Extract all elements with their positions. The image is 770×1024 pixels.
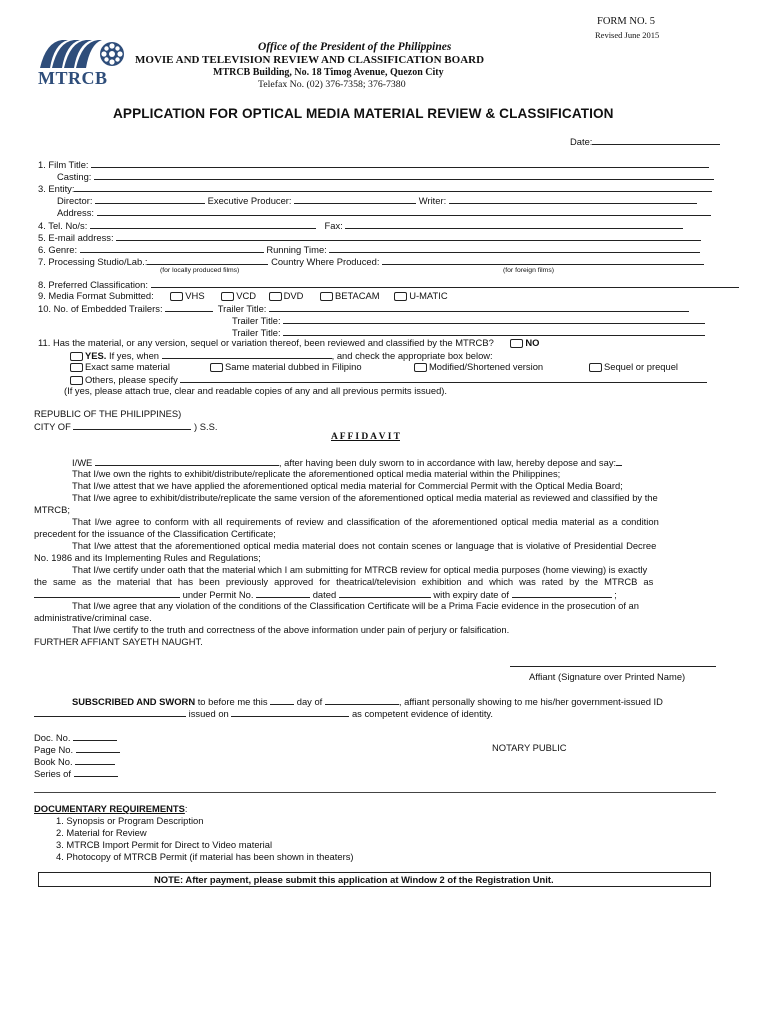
yes-label: YES. bbox=[85, 350, 107, 361]
date-label: Date: bbox=[570, 136, 593, 147]
fax-input[interactable] bbox=[345, 219, 683, 229]
media-format-row bbox=[38, 290, 448, 301]
revised-date: Revised June 2015 bbox=[595, 30, 660, 40]
affidavit-p6b: the same as the material that has been previously approved for theatrical/television exhibition and which was rated by the MTRCB as bbox=[34, 576, 654, 587]
gov-id-input[interactable] bbox=[34, 707, 186, 717]
issued-on-input[interactable] bbox=[231, 707, 349, 717]
attach-note: (If yes, please attach true, clear and readable copies of any and all previous permits issued). bbox=[64, 385, 448, 396]
exact-checkbox[interactable] bbox=[70, 361, 170, 372]
affidavit-p8: That I/we certify to the truth and correctness of the above information under pain of perjury or falsification. bbox=[72, 624, 510, 635]
writer-input[interactable] bbox=[449, 194, 697, 204]
yes-when-input[interactable] bbox=[162, 349, 332, 359]
page-no-label: Page No. bbox=[34, 744, 74, 755]
exec-producer-label: Executive Producer: bbox=[207, 195, 292, 206]
media-format-label: 9. Media Format Submitted: bbox=[38, 290, 154, 301]
studio-label: 7. Processing Studio/Lab.: bbox=[38, 256, 148, 267]
affidavit-p5a: That I/we attest that the aforementioned optical media material does not contain scenes or language that is violative of Presidential Decree bbox=[72, 540, 657, 551]
requirements-heading: DOCUMENTARY REQUIREMENTS bbox=[34, 803, 185, 814]
requirements-heading-row: DOCUMENTARY REQUIREMENTS: bbox=[34, 803, 188, 814]
yes-checkbox[interactable] bbox=[70, 350, 106, 361]
q11-row bbox=[38, 337, 539, 348]
affidavit-p6a: That I/we certify under oath that the material which I am submitting for MTRCB review for optical media purposes (home viewing) is exactly bbox=[72, 564, 648, 575]
entity-label: 3. Entity: bbox=[38, 183, 75, 194]
ss-label: ) S.S. bbox=[194, 421, 218, 432]
subscribed-row bbox=[72, 695, 663, 707]
subscribed-c: , affiant personally showing to me his/her government-issued ID bbox=[398, 696, 663, 707]
requirement-2: 2. Material for Review bbox=[56, 827, 147, 838]
writer-label: Writer: bbox=[418, 195, 447, 206]
trailer-title-input-1[interactable] bbox=[269, 302, 689, 312]
fax-label: Fax: bbox=[324, 220, 343, 231]
running-time-label: Running Time: bbox=[266, 244, 327, 255]
subscribed-b: day of bbox=[296, 696, 323, 707]
under-permit-label: under Permit No. bbox=[182, 589, 254, 600]
others-checkbox[interactable] bbox=[70, 374, 178, 385]
tel-input[interactable] bbox=[90, 219, 316, 229]
email-label: 5. E-mail address: bbox=[38, 232, 114, 243]
sequel-checkbox[interactable] bbox=[589, 361, 678, 372]
trailer-title-label: Trailer Title: bbox=[232, 327, 281, 338]
genre-input[interactable] bbox=[80, 243, 264, 253]
affidavit-p5b: No. 1986 and its Implementing Rules and Regulations; bbox=[34, 552, 261, 563]
issued-on-label: issued on bbox=[188, 708, 229, 719]
affidavit-p7a: That I/we agree that any violation of the conditions of the Classification Certificate will be a Prima Facie evidence in the prosecution of an bbox=[72, 600, 639, 611]
logo-stripes-icon bbox=[36, 38, 126, 70]
country-input[interactable] bbox=[382, 255, 704, 265]
sequel-label: Sequel or prequel bbox=[604, 361, 679, 372]
q11-label: 11. Has the material, or any version, sequel or variation thereof, been reviewed and classified by the MTRCB? bbox=[38, 337, 494, 348]
trailers-row bbox=[38, 302, 689, 314]
affidavit-p2: That I/we attest that we have applied the aforementioned optical media material for Commercial Permit with the Optical Media Board; bbox=[72, 480, 623, 491]
trailers-label: 10. No. of Embedded Trailers: bbox=[38, 303, 163, 314]
umatic-label: U-MATIC bbox=[409, 290, 448, 301]
city-row bbox=[34, 420, 217, 432]
trailer-title-label: Trailer Title: bbox=[217, 303, 267, 314]
yes-rest-label: , and check the appropriate box below: bbox=[331, 350, 493, 361]
trailers-input[interactable] bbox=[165, 302, 213, 312]
genre-row bbox=[38, 243, 700, 255]
casting-label: Casting: bbox=[57, 171, 92, 182]
note-text: NOTE: After payment, please submit this application at Window 2 of the Registration Unit. bbox=[154, 874, 554, 885]
yes-row bbox=[70, 349, 493, 361]
yes-when-label: If yes, when bbox=[108, 350, 160, 361]
board-address: MTRCB Building, No. 18 Timog Avenue, Quezon City bbox=[213, 67, 444, 78]
others-row bbox=[70, 373, 707, 385]
page-title: APPLICATION FOR OPTICAL MEDIA MATERIAL REVIEW & CLASSIFICATION bbox=[113, 106, 614, 121]
casting-field[interactable] bbox=[57, 170, 714, 182]
dubbed-checkbox[interactable] bbox=[210, 361, 362, 372]
running-time-input[interactable] bbox=[329, 243, 700, 253]
requirement-1: 1. Synopsis or Program Description bbox=[56, 815, 204, 826]
subscribed-a: to before me this bbox=[197, 696, 268, 707]
affidavit-p7b: administrative/criminal case. bbox=[34, 612, 152, 623]
dated-input[interactable] bbox=[339, 588, 431, 598]
director-row bbox=[57, 194, 697, 206]
telefax: Telefax No. (02) 376-7358; 376-7380 bbox=[258, 79, 406, 90]
book-no-label: Book No. bbox=[34, 756, 73, 767]
expiry-input[interactable] bbox=[512, 588, 612, 598]
pref-class-label: 8. Preferred Classification: bbox=[38, 279, 148, 290]
address-label: Address: bbox=[57, 207, 94, 218]
subscribed-bold: SUBSCRIBED AND SWORN bbox=[72, 696, 196, 707]
umatic-checkbox[interactable] bbox=[394, 290, 447, 301]
others-label: Others, please specify bbox=[85, 374, 178, 385]
affidavit-p3a: That I/we agree to exhibit/distribute/replicate the same version of the aforementioned optical media material as reviewed and classified by the bbox=[72, 492, 658, 503]
vcd-label: VCD bbox=[236, 290, 256, 301]
date-field[interactable] bbox=[570, 135, 720, 147]
affidavit-p3b: MTRCB; bbox=[34, 504, 70, 515]
genre-label: 6. Genre: bbox=[38, 244, 78, 255]
expiry-label: with expiry date of bbox=[433, 589, 509, 600]
competent-label: as competent evidence of identity. bbox=[351, 708, 494, 719]
affidavit-heading: A F F I D A V I T bbox=[331, 432, 400, 442]
exact-label: Exact same material bbox=[85, 361, 170, 372]
pref-class-field[interactable] bbox=[38, 278, 739, 290]
no-checkbox[interactable] bbox=[510, 337, 539, 348]
iwe-label: I/WE bbox=[72, 457, 93, 468]
section-divider bbox=[34, 792, 716, 793]
address-field[interactable] bbox=[57, 206, 711, 218]
form-number: FORM NO. 5 bbox=[597, 16, 656, 27]
doc-no-label: Doc. No. bbox=[34, 732, 71, 743]
betacam-checkbox[interactable] bbox=[320, 290, 380, 301]
studio-note: (for locally produced films) bbox=[160, 267, 240, 274]
office-line: Office of the President of the Philippines bbox=[258, 41, 452, 53]
modified-label: Modified/Shortened version bbox=[429, 361, 544, 372]
film-title-field[interactable] bbox=[38, 158, 709, 170]
affidavit-p6c: under Permit No. dated with expiry date of ; bbox=[34, 588, 617, 600]
rating-input[interactable] bbox=[34, 588, 180, 598]
affiant-label: Affiant (Signature over Printed Name) bbox=[529, 671, 686, 682]
series-field[interactable] bbox=[34, 767, 118, 779]
issued-row bbox=[34, 707, 493, 719]
tel-fax-row bbox=[38, 219, 683, 231]
city-input[interactable] bbox=[73, 420, 191, 430]
director-input[interactable] bbox=[95, 194, 205, 204]
page-no-field[interactable] bbox=[34, 743, 120, 755]
republic-line: REPUBLIC OF THE PHILIPPINES) bbox=[34, 408, 182, 419]
studio-input[interactable] bbox=[147, 255, 268, 265]
affidavit-p1: That I/we own the rights to exhibit/distribute/replicate the aforementioned optical media material within the Philippines; bbox=[72, 468, 561, 479]
film-title-label: 1. Film Title: bbox=[38, 159, 89, 170]
vhs-checkbox[interactable] bbox=[170, 290, 204, 301]
dubbed-label: Same material dubbed in Filipino bbox=[225, 361, 362, 372]
modified-checkbox[interactable] bbox=[414, 361, 543, 372]
mtrcb-logo bbox=[36, 38, 126, 88]
exec-producer-input[interactable] bbox=[294, 194, 416, 204]
further-line: FURTHER AFFIANT SAYETH NAUGHT. bbox=[34, 636, 203, 647]
iwe-input[interactable] bbox=[95, 456, 279, 466]
dvd-checkbox[interactable] bbox=[269, 290, 304, 301]
series-label: Series of bbox=[34, 768, 71, 779]
dvd-label: DVD bbox=[283, 290, 304, 301]
requirement-4: 4. Photocopy of MTRCB Permit (if material has been shown in theaters) bbox=[56, 851, 354, 862]
permit-no-input[interactable] bbox=[256, 588, 310, 598]
board-name: MOVIE AND TELEVISION REVIEW AND CLASSIFICATION BOARD bbox=[135, 54, 485, 66]
tel-label: 4. Tel. No/s: bbox=[38, 220, 88, 231]
notary-public-label: NOTARY PUBLIC bbox=[492, 742, 567, 753]
entity-field[interactable] bbox=[38, 182, 712, 194]
affidavit-p4b: precedent for the issuance of the Classification Certificate; bbox=[34, 528, 276, 539]
iwe-rest: , after having been duly sworn to in accordance with law, hereby depose and say: bbox=[278, 457, 617, 468]
logo-text: MTRCB bbox=[38, 68, 108, 88]
others-input[interactable] bbox=[180, 373, 707, 383]
no-label: NO bbox=[525, 337, 540, 348]
month-input[interactable] bbox=[325, 695, 399, 705]
country-label: Country Where Produced: bbox=[271, 256, 380, 267]
doc-no-field[interactable] bbox=[34, 731, 117, 743]
day-input[interactable] bbox=[270, 695, 294, 705]
affiant-signature-line[interactable] bbox=[510, 658, 716, 667]
iwe-row bbox=[72, 456, 622, 468]
trailer-title-row-2[interactable] bbox=[232, 314, 705, 326]
book-no-field[interactable] bbox=[34, 755, 115, 767]
director-label: Director: bbox=[57, 195, 93, 206]
country-note: (for foreign films) bbox=[503, 267, 554, 274]
note-box bbox=[38, 872, 711, 887]
vcd-checkbox[interactable] bbox=[221, 290, 256, 301]
requirement-3: 3. MTRCB Import Permit for Direct to Video material bbox=[56, 839, 273, 850]
trailer-title-label: Trailer Title: bbox=[232, 315, 281, 326]
betacam-label: BETACAM bbox=[335, 290, 380, 301]
city-label: CITY OF bbox=[34, 421, 71, 432]
email-field[interactable] bbox=[38, 231, 701, 243]
studio-row bbox=[38, 255, 704, 267]
vhs-label: VHS bbox=[185, 290, 205, 301]
dated-label: dated bbox=[312, 589, 337, 600]
affidavit-p4a: That I/we agree to conform with all requirements of review and classification of the aforementioned optical media material as a condition bbox=[72, 516, 659, 527]
